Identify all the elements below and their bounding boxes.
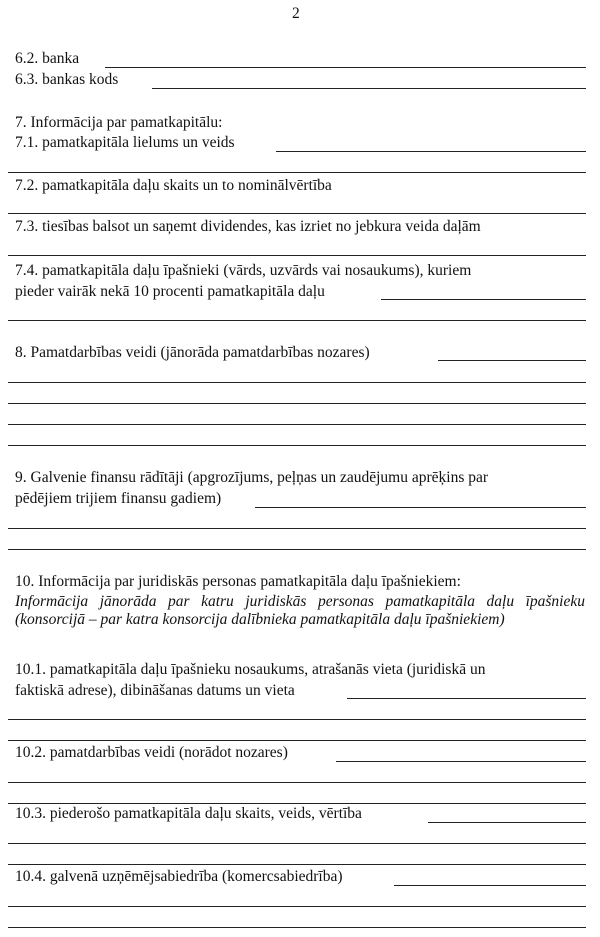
field-line-owned-shares-2[interactable] (8, 864, 586, 865)
field-line-owner-details-2[interactable] (8, 740, 586, 741)
field-label-bank: 6.2. banka (15, 50, 80, 67)
field-line-owned-shares[interactable] (428, 822, 586, 823)
field-label-parent-company: 10.4. galvenā uzņēmējsabiedrība (komercsabiedrība) (15, 868, 343, 885)
field-line-financials[interactable] (255, 507, 586, 508)
field-line-capital-size[interactable] (276, 151, 586, 152)
field-label-owners-line1: 7.4. pamatkapitāla daļu īpašnieki (vārds, uzvārds vai nosaukums), kuriem (15, 262, 472, 279)
field-line-capital-size-extra[interactable] (8, 172, 586, 173)
field-label-owner-details-line2: faktiskā adrese), dibināšanas datums un vieta (15, 682, 295, 699)
field-line-activity-4[interactable] (8, 445, 586, 446)
field-label-owner-details-line1: 10.1. pamatkapitāla daļu īpašnieku nosaukums, atrašanās vieta (juridiskā un (15, 661, 486, 678)
field-line-parent-company[interactable] (394, 885, 586, 886)
field-label-bank-code: 6.3. bankas kods (15, 71, 119, 88)
field-line-bank[interactable] (105, 67, 586, 68)
field-line-owner-details[interactable] (347, 698, 586, 699)
field-line-activity-2[interactable] (8, 403, 586, 404)
page-number: 2 (292, 5, 300, 22)
field-label-financials-line2: pēdējiem trijiem finansu gadiem) (15, 490, 222, 507)
field-label-capital-size: 7.1. pamatkapitāla lielums un veids (15, 134, 235, 151)
field-label-share-count: 7.2. pamatkapitāla daļu skaits un to nominālvērtība (15, 177, 332, 194)
field-line-owner-details-1[interactable] (8, 719, 586, 720)
field-line-owned-shares-1[interactable] (8, 843, 586, 844)
field-label-voting-rights: 7.3. tiesības balsot un saņemt dividendes, kas izriet no jebkura veida daļām (15, 218, 481, 235)
field-line-activity-3[interactable] (8, 424, 586, 425)
field-line-parent-company-2[interactable] (8, 927, 586, 928)
field-line-owner-activities-1[interactable] (8, 782, 586, 783)
field-label-activity-types: 8. Pamatdarbības veidi (jānorāda pamatdarbības nozares) (15, 344, 370, 361)
field-line-owners-extra[interactable] (8, 320, 586, 321)
field-line-owner-activities[interactable] (336, 761, 586, 762)
field-line-parent-company-1[interactable] (8, 906, 586, 907)
field-label-owner-activities: 10.2. pamatdarbības veidi (norādot nozares) (15, 744, 288, 761)
field-line-voting-rights[interactable] (8, 255, 586, 256)
field-label-owners-line2: pieder vairāk nekā 10 procenti pamatkapitāla daļu (15, 283, 325, 300)
field-line-activity-types[interactable] (438, 360, 586, 361)
section-10-heading: 10. Informācija par juridiskās personas pamatkapitāla daļu īpašniekiem: (15, 573, 461, 590)
field-label-financials-line1: 9. Galvenie finansu rādītāji (apgrozījums, peļņas un zaudējumu aprēķins par (15, 469, 489, 486)
field-line-owner-activities-2[interactable] (8, 803, 586, 804)
field-label-owned-shares: 10.3. piederošo pamatkapitāla daļu skaits, veids, vērtība (15, 805, 362, 822)
field-line-financials-1[interactable] (8, 528, 586, 529)
section-10-note: Informācija jānorāda par katru juridiskās personas pamatkapitāla daļu īpašnieku (konsorcijā – par katra konsorcija dalībnieka pamatkapitāla daļu īpašniekiem) (15, 593, 585, 628)
section-7-heading: 7. Informācija par pamatkapitālu: (15, 114, 223, 131)
field-line-activity-1[interactable] (8, 382, 586, 383)
field-line-owners[interactable] (381, 299, 586, 300)
field-line-share-count[interactable] (8, 213, 586, 214)
field-line-bank-code[interactable] (152, 88, 586, 89)
field-line-financials-2[interactable] (8, 549, 586, 550)
